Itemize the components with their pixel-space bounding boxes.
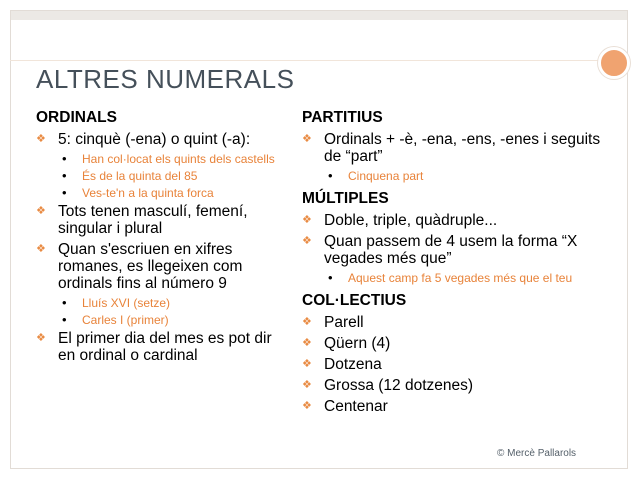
list-item	[302, 233, 602, 267]
sub-item-text: És de la quinta del 85	[82, 169, 198, 183]
dot-icon: •	[62, 312, 67, 327]
list-item	[302, 131, 602, 165]
item-text: Dotzena	[324, 356, 382, 373]
item-text: Quan passem de 4 usem la forma “X vegades més que”	[324, 233, 578, 267]
col-lectius-heading: COL·LECTIUS	[302, 292, 407, 309]
sub-item-text: Aquest camp fa 5 vegades més que el teu	[348, 271, 573, 285]
list-item	[36, 203, 286, 237]
accent-circle	[598, 47, 630, 79]
item-text: Ordinals + -è, -ena, -ens, -enes i seguits de “part”	[324, 131, 601, 165]
list-item	[36, 330, 286, 364]
dot-icon: •	[62, 151, 67, 166]
sub-item-text: Ves-te'n a la quinta forca	[82, 186, 214, 200]
bullet-icon: ❖	[302, 358, 312, 370]
sub-item-text: Cinquena part	[348, 169, 424, 183]
sub-item	[328, 169, 602, 183]
partitius-heading: PARTITIUS	[302, 109, 383, 126]
list-item	[302, 377, 602, 394]
item-text: El primer dia del mes es pot dir en ordinal o cardinal	[58, 330, 272, 364]
ordinals-column	[36, 108, 286, 368]
list-item	[302, 335, 602, 352]
bullet-icon: ❖	[302, 379, 312, 391]
dot-icon: •	[328, 270, 333, 285]
dot-icon: •	[62, 295, 67, 310]
sub-item-text: Carles I (primer)	[82, 313, 169, 327]
sub-item-text: Lluís XVI (setze)	[82, 296, 171, 310]
list-item	[36, 131, 286, 148]
sub-item	[62, 296, 286, 310]
item-text: Quan s'escriuen en xifres romanes, es llegeixen com ordinals fins al número 9	[58, 241, 243, 292]
item-text: Qüern (4)	[324, 335, 391, 352]
list-item	[302, 398, 602, 415]
sub-item	[62, 152, 286, 166]
sub-item	[328, 271, 602, 285]
title-rule	[10, 60, 600, 61]
bullet-icon: ❖	[302, 337, 312, 349]
bullet-icon: ❖	[302, 235, 312, 247]
slide-title: ALTRES NUMERALS	[36, 64, 295, 94]
item-text: Doble, triple, quàdruple...	[324, 212, 498, 229]
dot-icon: •	[62, 185, 67, 200]
bullet-icon: ❖	[36, 243, 46, 255]
bullet-icon: ❖	[36, 133, 46, 145]
bullet-icon: ❖	[302, 400, 312, 412]
list-item	[302, 356, 602, 373]
sub-item	[62, 186, 286, 200]
sub-item	[62, 169, 286, 183]
list-item	[302, 314, 602, 331]
sub-item	[62, 313, 286, 327]
dot-icon: •	[62, 168, 67, 183]
ordinals-heading: ORDINALS	[36, 109, 117, 126]
bullet-icon: ❖	[36, 205, 46, 217]
item-text: Tots tenen masculí, femení, singular i plural	[58, 203, 248, 237]
bullet-icon: ❖	[302, 133, 312, 145]
item-text: Parell	[324, 314, 364, 331]
bullet-icon: ❖	[36, 332, 46, 344]
item-text: 5: cinquè (-ena) o quint (-a):	[58, 131, 251, 148]
right-column	[302, 108, 602, 419]
item-text: Centenar	[324, 398, 388, 415]
copyright-credit: © Mercè Pallarols	[497, 448, 577, 459]
list-item	[36, 241, 286, 292]
list-item	[302, 212, 602, 229]
multiples-heading: MÚLTIPLES	[302, 190, 389, 207]
item-text: Grossa (12 dotzenes)	[324, 377, 474, 394]
bullet-icon: ❖	[302, 214, 312, 226]
dot-icon: •	[328, 168, 333, 183]
bullet-icon: ❖	[302, 316, 312, 328]
sub-item-text: Han col·locat els quints dels castells	[82, 152, 275, 166]
